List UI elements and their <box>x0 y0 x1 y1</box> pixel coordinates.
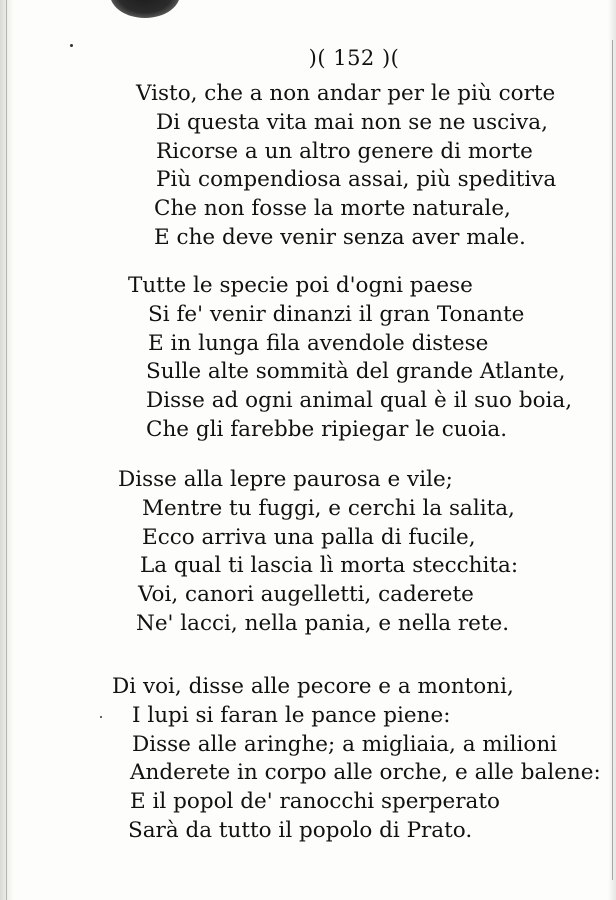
stanza <box>118 466 518 639</box>
stanza <box>136 80 556 253</box>
page-binding-edge <box>0 0 14 900</box>
stanza <box>128 272 572 445</box>
verse-line: Disse ad ogni animal qual è il suo boia, <box>146 388 573 414</box>
verse-line: Sulle alte sommità del grande Atlante, <box>146 359 566 385</box>
verse-line: Voi, canori augelletti, caderete <box>138 582 474 608</box>
verse-line: Di voi, disse alle pecore e a montoni, <box>112 674 514 699</box>
verse-line: I lupi si faran le pance piene: <box>132 702 451 728</box>
verse-line: Sarà da tutto il popolo di Prato. <box>128 817 473 843</box>
verse-line: Più compendiosa assai, più speditiva <box>156 167 557 193</box>
verse-line: Anderete in corpo alle orche, e alle balene: <box>130 760 601 786</box>
verse-line: E il popol de' ranocchi sperperato <box>130 789 500 815</box>
verse-line: E in lunga fila avendole distese <box>148 330 489 356</box>
verse-line: Di questa vita mai non se ne usciva, <box>156 109 548 135</box>
verse-line: Visto, che a non andar per le più corte <box>136 81 556 106</box>
page-right-edge <box>608 0 616 900</box>
page-number: )( 152 )( <box>308 46 400 70</box>
verse-line: Disse alla lepre paurosa e vile; <box>118 467 453 492</box>
verse-line: Che gli farebbe ripiegar le cuoia. <box>146 416 508 442</box>
verse-line: Ne' lacci, nella pania, e nella rete. <box>136 610 510 636</box>
stanza <box>112 673 601 846</box>
verse-line: La qual ti lascia lì morta stecchita: <box>140 553 519 579</box>
verse-line: Si fe' venir dinanzi il gran Tonante <box>148 301 525 327</box>
verse-line: Che non fosse la morte naturale, <box>154 196 511 222</box>
ink-speck <box>100 716 102 718</box>
verse-line: Ricorse a un altro genere di morte <box>156 138 533 164</box>
verse-line: Tutte le specie poi d'ogni paese <box>128 273 473 298</box>
verse-line: Disse alle aringhe; a migliaia, a milioni <box>132 731 558 757</box>
verse-line: Ecco arriva una palla di fucile, <box>142 524 476 550</box>
ink-blot <box>110 0 180 18</box>
verse-line: E che deve venir senza aver male. <box>154 224 526 250</box>
verse-line: Mentre tu fuggi, e cerchi la salita, <box>142 495 515 521</box>
